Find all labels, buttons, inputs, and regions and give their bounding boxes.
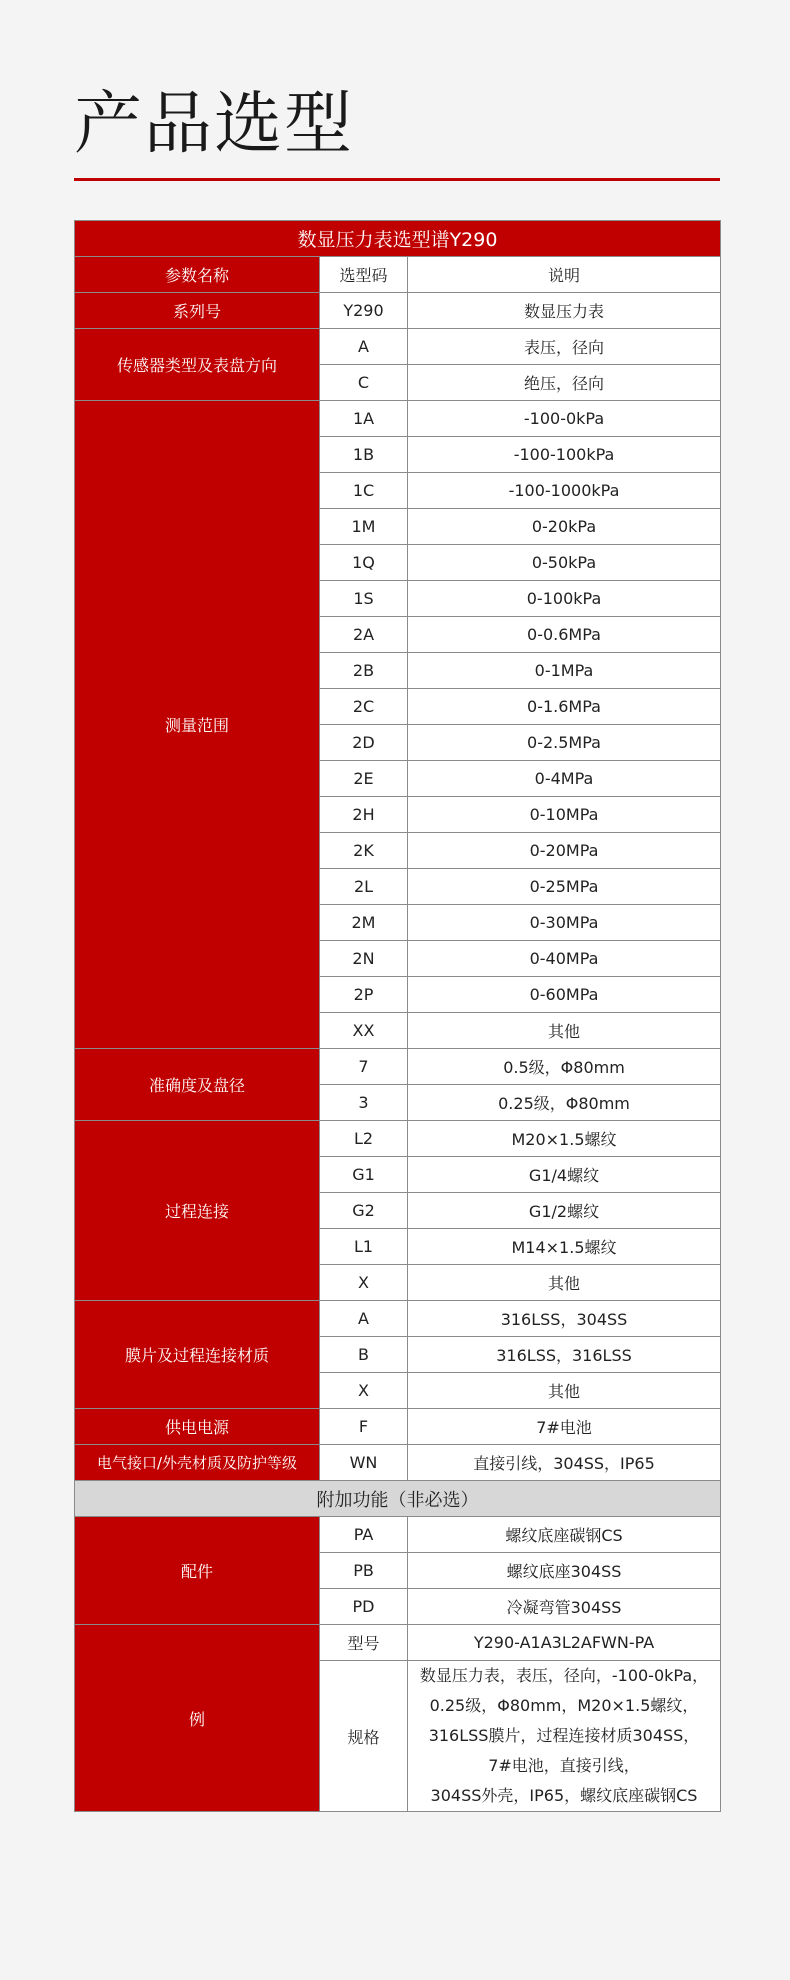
desc-cell: 其他 <box>408 1373 721 1409</box>
code-cell: 2C <box>320 689 408 725</box>
desc-cell: 0-0.6MPa <box>408 617 721 653</box>
code-cell: 2N <box>320 941 408 977</box>
code-cell: PB <box>320 1553 408 1589</box>
code-cell: A <box>320 329 408 365</box>
table-row <box>75 293 721 329</box>
table-row <box>75 329 721 365</box>
addon-header: 附加功能（非必选） <box>75 1481 721 1517</box>
code-cell: 2L <box>320 869 408 905</box>
table-header-row <box>75 257 721 293</box>
desc-cell: -100-100kPa <box>408 437 721 473</box>
desc-cell: 0-30MPa <box>408 905 721 941</box>
desc-cell: 0-20kPa <box>408 509 721 545</box>
code-cell: C <box>320 365 408 401</box>
code-cell: A <box>320 1301 408 1337</box>
param-label: 电气接口/外壳材质及防护等级 <box>75 1445 320 1481</box>
code-cell: 2P <box>320 977 408 1013</box>
desc-cell: 0-10MPa <box>408 797 721 833</box>
code-cell: Y290 <box>320 293 408 329</box>
selection-table <box>74 220 721 1812</box>
desc-cell: 0-60MPa <box>408 977 721 1013</box>
desc-cell: 表压，径向 <box>408 329 721 365</box>
desc-cell: 0-100kPa <box>408 581 721 617</box>
code-cell: 2A <box>320 617 408 653</box>
code-cell: X <box>320 1265 408 1301</box>
desc-cell: 0-4MPa <box>408 761 721 797</box>
code-cell: 2D <box>320 725 408 761</box>
table-row <box>75 1445 721 1481</box>
code-cell: 规格 <box>320 1661 408 1812</box>
page-title: 产品选型 <box>74 85 355 164</box>
addon-header-row <box>75 1481 721 1517</box>
desc-cell: M20×1.5螺纹 <box>408 1121 721 1157</box>
table-title: 数显压力表选型谱Y290 <box>75 221 721 257</box>
param-label: 传感器类型及表盘方向 <box>75 329 320 401</box>
code-cell: 1S <box>320 581 408 617</box>
code-cell: 型号 <box>320 1625 408 1661</box>
code-cell: 2B <box>320 653 408 689</box>
desc-cell: 绝压，径向 <box>408 365 721 401</box>
code-cell: 1Q <box>320 545 408 581</box>
desc-cell: 0-25MPa <box>408 869 721 905</box>
param-label: 供电电源 <box>75 1409 320 1445</box>
param-label: 例 <box>75 1625 320 1812</box>
example-model: Y290-A1A3L2AFWN-PA <box>408 1625 721 1661</box>
code-cell: G1 <box>320 1157 408 1193</box>
table-row <box>75 1409 721 1445</box>
desc-cell: 螺纹底座碳钢CS <box>408 1517 721 1553</box>
desc-cell: 0-50kPa <box>408 545 721 581</box>
param-label: 系列号 <box>75 293 320 329</box>
desc-cell: 冷凝弯管304SS <box>408 1589 721 1625</box>
desc-cell: 数显压力表 <box>408 293 721 329</box>
code-cell: 2E <box>320 761 408 797</box>
desc-cell: 0-1.6MPa <box>408 689 721 725</box>
desc-cell: 0.5级，Φ80mm <box>408 1049 721 1085</box>
desc-cell: 其他 <box>408 1265 721 1301</box>
param-label: 测量范围 <box>75 401 320 1049</box>
desc-cell: 7#电池 <box>408 1409 721 1445</box>
desc-cell: 316LSS，316LSS <box>408 1337 721 1373</box>
code-cell: XX <box>320 1013 408 1049</box>
code-cell: 1M <box>320 509 408 545</box>
desc-cell: G1/2螺纹 <box>408 1193 721 1229</box>
code-cell: 3 <box>320 1085 408 1121</box>
code-cell: PD <box>320 1589 408 1625</box>
table-row <box>75 1049 721 1085</box>
desc-cell: 0-2.5MPa <box>408 725 721 761</box>
desc-cell: 0-1MPa <box>408 653 721 689</box>
param-label: 膜片及过程连接材质 <box>75 1301 320 1409</box>
header-desc: 说明 <box>408 257 721 293</box>
code-cell: 2M <box>320 905 408 941</box>
code-cell: 1A <box>320 401 408 437</box>
code-cell: PA <box>320 1517 408 1553</box>
code-cell: 1B <box>320 437 408 473</box>
param-label: 准确度及盘径 <box>75 1049 320 1121</box>
param-label: 过程连接 <box>75 1121 320 1301</box>
header-code: 选型码 <box>320 257 408 293</box>
desc-cell: -100-0kPa <box>408 401 721 437</box>
table-row <box>75 1121 721 1157</box>
table-row <box>75 1625 721 1661</box>
table-row <box>75 401 721 437</box>
desc-cell: 0.25级，Φ80mm <box>408 1085 721 1121</box>
desc-cell: 0-40MPa <box>408 941 721 977</box>
code-cell: F <box>320 1409 408 1445</box>
code-cell: 7 <box>320 1049 408 1085</box>
code-cell: L2 <box>320 1121 408 1157</box>
desc-cell: 0-20MPa <box>408 833 721 869</box>
code-cell: 2K <box>320 833 408 869</box>
table-row <box>75 1301 721 1337</box>
table-row <box>75 1517 721 1553</box>
code-cell: G2 <box>320 1193 408 1229</box>
code-cell: 2H <box>320 797 408 833</box>
title-divider <box>74 178 720 181</box>
desc-cell: 螺纹底座304SS <box>408 1553 721 1589</box>
desc-cell: G1/4螺纹 <box>408 1157 721 1193</box>
code-cell: X <box>320 1373 408 1409</box>
header-param: 参数名称 <box>75 257 320 293</box>
desc-cell: 直接引线，304SS，IP65 <box>408 1445 721 1481</box>
code-cell: 1C <box>320 473 408 509</box>
code-cell: L1 <box>320 1229 408 1265</box>
desc-cell: 其他 <box>408 1013 721 1049</box>
desc-cell: 316LSS，304SS <box>408 1301 721 1337</box>
code-cell: WN <box>320 1445 408 1481</box>
example-spec: 数显压力表，表压，径向，-100-0kPa， 0.25级，Φ80mm，M20×1.5螺纹， 316LSS膜片，过程连接材质304SS， 7#电池，直接引线， 304SS外壳，IP65，螺纹底座碳钢CS <box>408 1661 721 1812</box>
param-label: 配件 <box>75 1517 320 1625</box>
code-cell: B <box>320 1337 408 1373</box>
desc-cell: M14×1.5螺纹 <box>408 1229 721 1265</box>
table-title-row <box>75 221 721 257</box>
desc-cell: -100-1000kPa <box>408 473 721 509</box>
